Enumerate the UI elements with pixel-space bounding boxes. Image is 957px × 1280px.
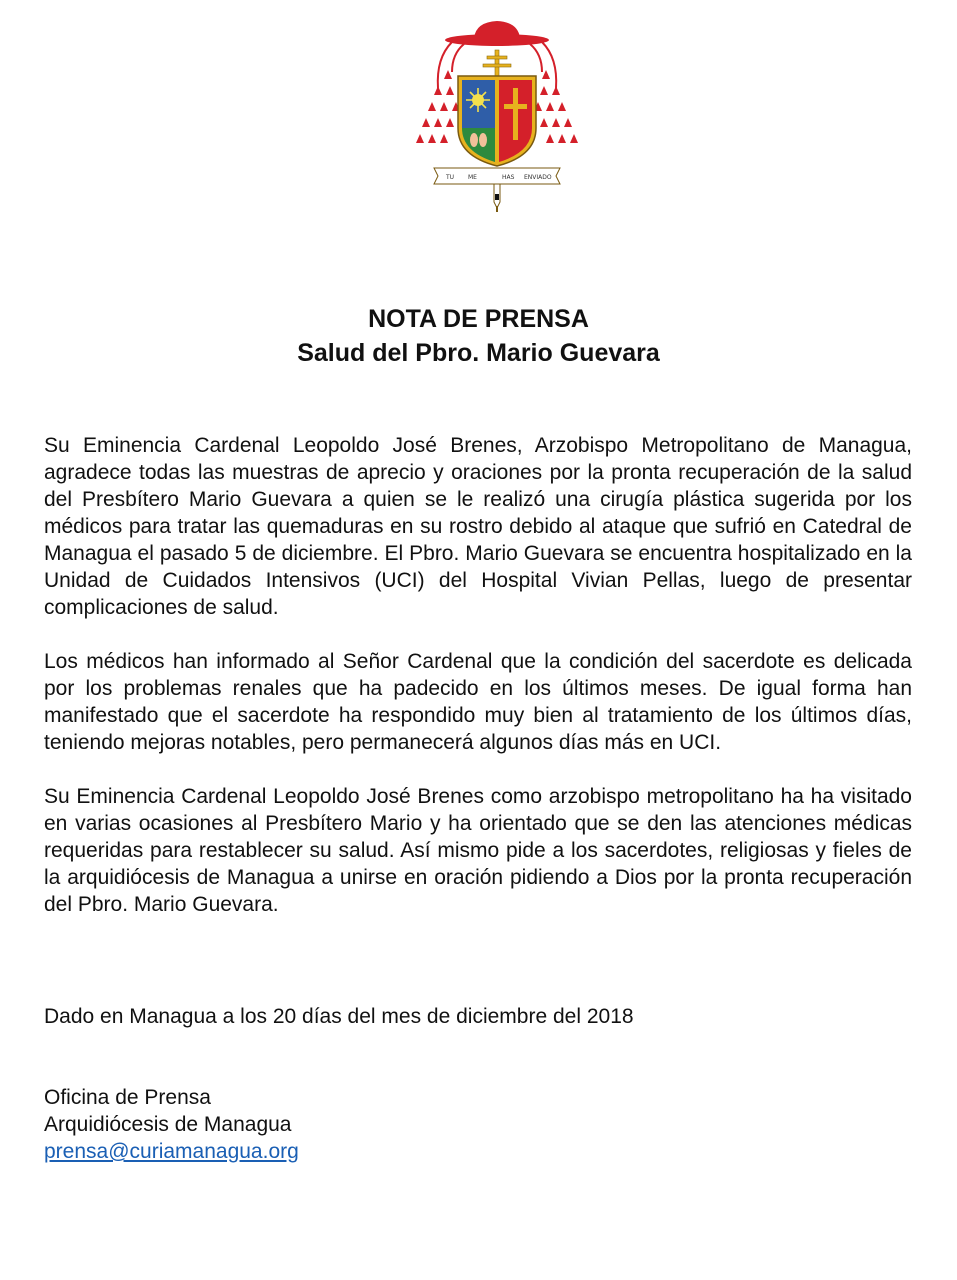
signature-block <box>44 1084 299 1165</box>
dateline: Dado en Managua a los 20 días del mes de diciembre del 2018 <box>44 1005 634 1028</box>
shield-icon <box>458 76 536 166</box>
page-subtitle: Salud del Pbro. Mario Guevara <box>297 339 660 367</box>
paragraph: Su Eminencia Cardenal Leopoldo José Brenes, Arzobispo Metropolitano de Managua, agradece todas las muestras de aprecio y oraciones por la pronta recuperación de la salud del Presbítero Mario Guevara a quien se le realizó una cirugía plástica sugerida por los médicos para tratar las quemaduras en su rostro debido al ataque que sufrió en Catedral de Managua el pasado 5 de diciembre. El Pbro. Mario Guevara se encuentra hospitalizado en la Unidad de Cuidados Intensivos (UCI) del Hospital Vivian Pellas, luego de presentar complicaciones de salud. <box>44 434 912 619</box>
paragraph: Su Eminencia Cardenal Leopoldo José Brenes como arzobispo metropolitano ha ha visitado en varias ocasiones al Presbítero Mario y ha orientado que se den las atenciones médicas requeridas para restablecer su salud. Así mismo pide a los sacerdotes, religiosas y fieles de la arquidiócesis de Managua a unirse en oración pidiendo a Dios por la pronta recuperación del Pbro. Mario Guevara. <box>44 785 912 916</box>
press-release-body <box>44 432 912 945</box>
motto-ribbon <box>434 168 560 184</box>
archiepiscopal-cross-icon <box>483 50 511 78</box>
motto-word: HAS <box>502 174 515 181</box>
motto-word: ME <box>468 174 477 181</box>
paragraph: Los médicos han informado al Señor Cardenal que la condición del sacerdote es delicada por los problemas renales que ha padecido en los últimos meses. De igual forma han manifestado que el sacerdote ha respondido muy bien al tratamiento de los últimos días, teniendo mejoras notables, pero permanecerá algunos días más en UCI. <box>44 650 912 754</box>
motto-word: ENVIADO <box>524 174 552 181</box>
cardinal-hat-icon <box>445 21 549 46</box>
signature-office: Oficina de Prensa <box>44 1086 211 1109</box>
motto-word: TU <box>446 174 455 181</box>
page-title: NOTA DE PRENSA <box>368 305 589 333</box>
coat-of-arms-logo <box>412 18 582 214</box>
signature-organization: Arquidiócesis de Managua <box>44 1113 292 1136</box>
pallium-icon <box>494 184 500 212</box>
header <box>0 302 957 370</box>
email-link[interactable]: prensa@curiamanagua.org <box>44 1140 299 1163</box>
